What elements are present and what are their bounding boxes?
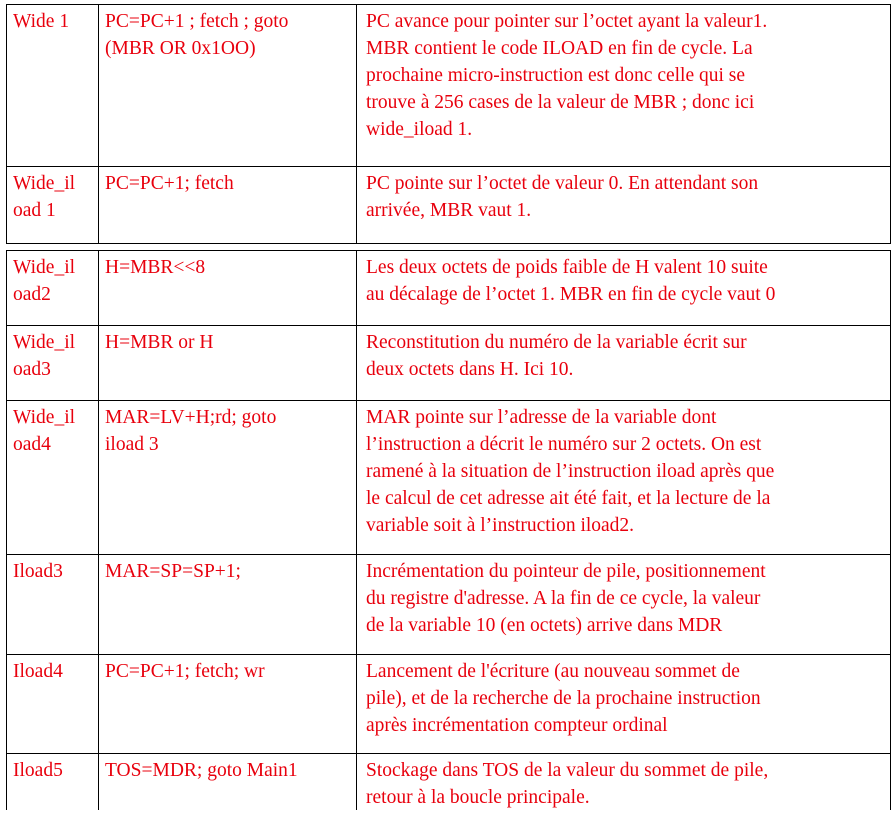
code-cell: PC=PC+1 ; fetch ; goto (MBR OR 0x1OO) xyxy=(99,5,357,166)
label-cell: Iload3 xyxy=(6,555,99,654)
label-cell: Wide_il oad 1 xyxy=(6,167,99,243)
code-cell: H=MBR<<8 xyxy=(99,251,357,325)
comment-cell: MAR pointe sur l’adresse de la variable dont l’instruction a décrit le numéro sur 2 octets. On est ramené à la situation de l’instruction iload après que le calcul de cet adresse ait été fait, et la lecture de la variable soit à l’instruction iload2. xyxy=(357,401,891,554)
code-cell: PC=PC+1; fetch; wr xyxy=(99,655,357,753)
table-row xyxy=(6,400,891,555)
table-row xyxy=(6,753,891,810)
label-cell: Wide_il oad4 xyxy=(6,401,99,554)
label-cell: Wide 1 xyxy=(6,5,99,166)
table-row xyxy=(6,325,891,401)
label-cell: Iload4 xyxy=(6,655,99,753)
comment-cell: Stockage dans TOS de la valeur du sommet de pile, retour à la boucle principale. xyxy=(357,754,891,810)
comment-cell: Incrémentation du pointeur de pile, positionnement du registre d'adresse. A la fin de ce cycle, la valeur de la variable 10 (en octets) arrive dans MDR xyxy=(357,555,891,654)
table-row xyxy=(6,250,891,326)
table-row xyxy=(6,4,891,167)
comment-cell: PC pointe sur l’octet de valeur 0. En attendant son arrivée, MBR vaut 1. xyxy=(357,167,891,243)
label-cell: Wide_il oad3 xyxy=(6,326,99,400)
label-cell: Iload5 xyxy=(6,754,99,810)
code-cell: MAR=LV+H;rd; goto iload 3 xyxy=(99,401,357,554)
code-cell: H=MBR or H xyxy=(99,326,357,400)
label-cell: Wide_il oad2 xyxy=(6,251,99,325)
comment-cell: Les deux octets de poids faible de H valent 10 suite au décalage de l’octet 1. MBR en fin de cycle vaut 0 xyxy=(357,251,891,325)
table-row xyxy=(6,654,891,754)
comment-cell: Reconstitution du numéro de la variable écrit sur deux octets dans H. Ici 10. xyxy=(357,326,891,400)
table-row xyxy=(6,554,891,655)
table-row xyxy=(6,166,891,244)
comment-cell: Lancement de l'écriture (au nouveau sommet de pile), et de la recherche de la prochaine instruction après incrémentation compteur ordinal xyxy=(357,655,891,753)
code-cell: TOS=MDR; goto Main1 xyxy=(99,754,357,810)
comment-cell: PC avance pour pointer sur l’octet ayant la valeur1. MBR contient le code ILOAD en fin de cycle. La prochaine micro-instruction est donc celle qui se trouve à 256 cases de la valeur de MBR ; donc ici wide_iload 1. xyxy=(357,5,891,166)
code-cell: MAR=SP=SP+1; xyxy=(99,555,357,654)
code-cell: PC=PC+1; fetch xyxy=(99,167,357,243)
